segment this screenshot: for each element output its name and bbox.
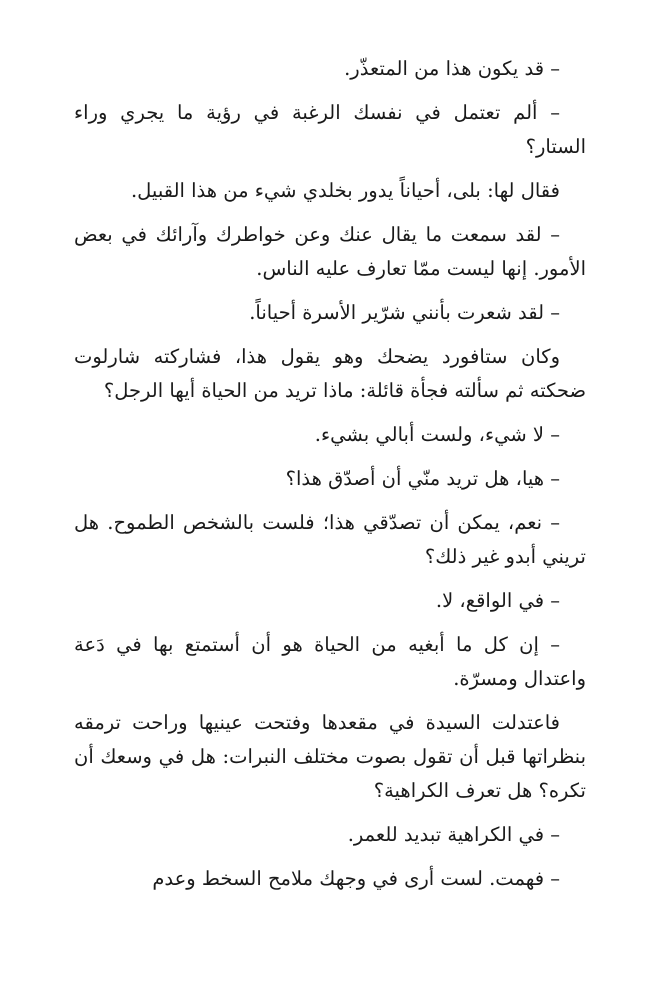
dialogue-line: – هيا، هل تريد منّي أن أصدّق هذا؟ [285, 467, 560, 490]
dialogue-line: – لا شيء، ولست أبالي بشيء. [314, 423, 560, 446]
narrative-paragraph: فقال لها: بلى، أحياناً يدور بخلدي شيء من هذا القبيل. [130, 179, 560, 202]
dialogue-line: – في الواقع، لا. [435, 589, 560, 612]
dialogue-line: – لقد شعرت بأنني شرّير الأسرة أحياناً. [249, 301, 560, 324]
dialogue-line: – في الكراهية تبديد للعمر. [347, 823, 560, 846]
dialogue-line: – فهمت. لست أرى في وجهك ملامح السخط وعدم [152, 867, 560, 890]
dialogue-line: – لقد سمعت ما يقال عنك وعن خواطرك وآرائك في بعض الأمور. إنها ليست ممّا تعارف عليه الناس. [74, 223, 586, 280]
narrative-paragraph: وكان ستافورد يضحك وهو يقول هذا، فشاركته شارلوت ضحكته ثم سألته فجأة قائلة: ماذا تريد من الحياة أيها الرجل؟ [74, 345, 586, 402]
book-page [74, 52, 586, 906]
dialogue-line: – قد يكون هذا من المتعذّر. [344, 57, 560, 80]
dialogue-line: – نعم، يمكن أن تصدّقي هذا؛ فلست بالشخص الطموح. هل تريني أبدو غير ذلك؟ [74, 511, 586, 568]
dialogue-line: – ألم تعتمل في نفسك الرغبة في رؤية ما يجري وراء الستار؟ [74, 101, 586, 158]
narrative-paragraph: فاعتدلت السيدة في مقعدها وفتحت عينيها وراحت ترمقه بنظراتها قبل أن تقول بصوت مختلف النبرات: هل في وسعك أن تكره؟ هل تعرف الكراهية؟ [74, 711, 586, 802]
dialogue-line: – إن كل ما أبغيه من الحياة هو أن أستمتع بها في دَعة واعتدال ومسرّة. [74, 633, 586, 690]
